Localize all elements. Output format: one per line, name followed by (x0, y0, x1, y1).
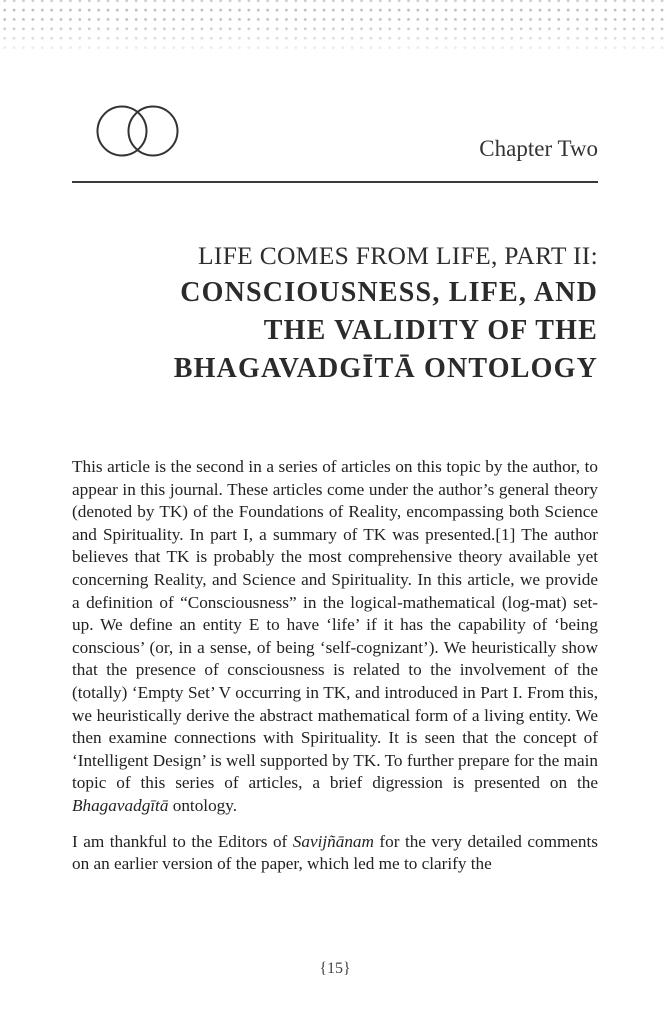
header-divider (72, 181, 598, 183)
title-line: THE VALIDITY OF THE (263, 315, 598, 346)
italic-term: Savijñānam (292, 831, 374, 851)
title-series-line: LIFE COMES FROM LIFE, PART II: (198, 241, 598, 270)
paragraph-text: I am thankful to the Editors of (72, 831, 293, 851)
paragraph-text: ontology. (168, 795, 238, 815)
interlocking-circles-icon (96, 104, 180, 158)
chapter-label: Chapter Two (479, 136, 598, 161)
article-body (72, 456, 598, 889)
page-number: {15} (319, 960, 351, 977)
paragraph-text: This article is the second in a series of articles on this topic by the author, to appear in this journal. These articles come under the author’s general theory (denoted by TK) of the Foundations of Reality, encompassing both Science and Spirituality. In part I, a summary of TK was presented.[1] The author believes that TK is probably the most comprehensive theory available yet concerning Reality, and Science and Spirituality. In this article, we provide a definition of “Consciousness” in the logical-mathematical (log-mat) set-up. We define an entity E to have ‘life’ if it has the capability of ‘being conscious’ (or, in a sense, of being ‘self-cognizant’). We heuristically show that the presence of consciousness is related to the involvement of the (totally) ‘Empty Set’ V occurring in TK, and introduced in Part I. From this, we heuristically derive the abstract mathematical form of a living entity. We then examine connections with Spirituality. It is seen that the concept of ‘Intelligent Design’ is well supported by TK. To further prepare for the main topic of this series of articles, a brief digression is presented on the (72, 457, 598, 793)
italic-term: Bhagavadgītā (72, 795, 169, 815)
paragraph-text: for the very detailed comments on an earlier version of the paper, which led me to clarify the (72, 831, 598, 874)
title-line: CONSCIOUSNESS, LIFE, AND (180, 277, 598, 308)
abstract-paragraph (72, 456, 598, 818)
dot-pattern-decoration (0, 0, 670, 56)
acknowledgement-paragraph (72, 831, 598, 876)
article-title (118, 238, 598, 388)
title-line: BHAGAVADGĪTĀ ONTOLOGY (173, 353, 598, 384)
